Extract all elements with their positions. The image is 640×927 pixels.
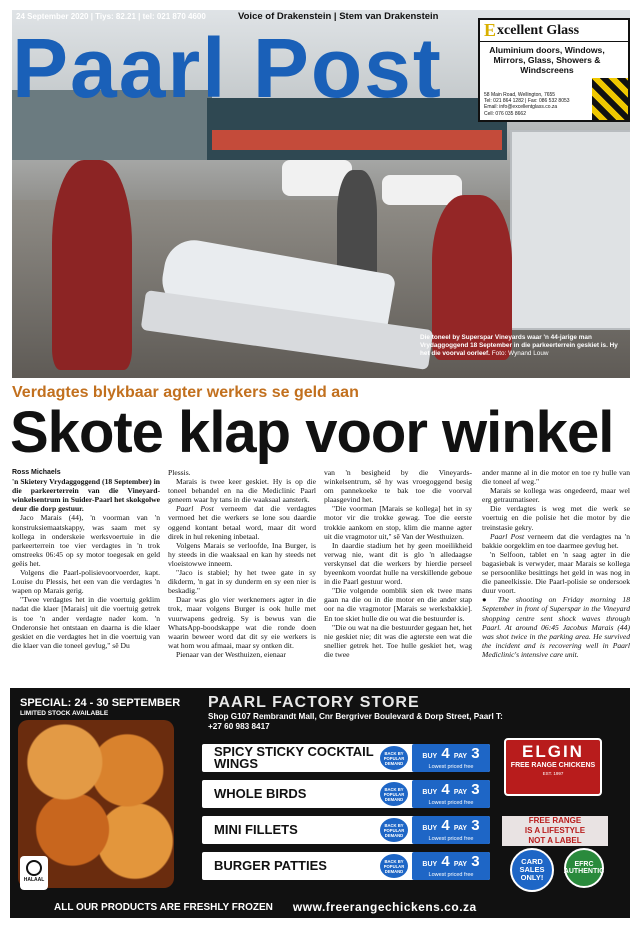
buy-qty: 4 <box>441 817 450 834</box>
halaal-circle-icon <box>26 860 42 876</box>
pay-label: PAY <box>453 861 468 868</box>
tagline-line: IS A LIFESTYLE <box>502 826 608 836</box>
buy-qty: 4 <box>441 853 450 870</box>
hazard-stripe <box>592 78 630 122</box>
bystander <box>337 170 377 280</box>
halaal-label: HALAAL <box>23 877 45 883</box>
article-column-4 <box>482 468 630 678</box>
pay-label: PAY <box>453 825 468 832</box>
buy-qty: 4 <box>441 745 450 762</box>
masthead-slogan: Voice of Drakenstein | Stem van Drakenstein <box>238 11 439 22</box>
lead-paragraph: 'n Skietery Vrydaggoggend (18 September) in die parkeerterrein van die Vineyard-winkelsentrum in Suider-Paarl het skokgolwe deur die dorp gestuur. <box>12 477 160 514</box>
popular-badge: BACK BY POPULAR DEMAND <box>380 782 408 806</box>
paragraph: "Die volgende oomblik sien ek twee mans gaan na die ou in die motor en die ander stap oor na die vragmotor [Marais se werksbakkie]. En toe skiet hulle die ou wat die bestuurder is. <box>324 586 472 623</box>
pay-qty: 3 <box>471 853 480 870</box>
product-row <box>202 816 490 844</box>
product-name: SPICY STICKY COCKTAIL WINGS <box>214 744 374 771</box>
paramedic-left <box>52 160 132 370</box>
paragraph: Volgens Marais se verloofde, Ina Burger, is hy steeds in die waaksaal en kan hy steeds net vloeistowwe inneem. <box>168 540 316 568</box>
paragraph: Plessis. <box>168 468 191 477</box>
website-link[interactable]: www.freerangechickens.co.za <box>292 900 477 914</box>
pay-label: PAY <box>453 789 468 796</box>
paragraph: "Die ou wat na die bestuurder gegaan het, het nie geskiet nie; dit was die agterste een wat die snellier getrek het. Toe hulle geskiet het, wag die twee <box>324 622 472 659</box>
popular-badge: BACK BY POPULAR DEMAND <box>380 818 408 842</box>
ad-address: 58 Main Road, Wellington, 7655 <box>484 92 556 98</box>
popular-badge: BACK BY POPULAR DEMAND <box>380 746 408 770</box>
article-column-3 <box>324 468 472 678</box>
elgin-logo <box>504 738 602 796</box>
dateline: 24 September 2020 | Tiys: 82.21 | tel: 021 870 4600 <box>16 12 206 21</box>
phone-text: T: +27 60 983 8417 <box>208 712 503 731</box>
lowest-priced: Lowest priced free <box>428 836 474 842</box>
photo-caption <box>420 334 626 358</box>
article-column-2 <box>168 468 316 678</box>
pay-qty: 3 <box>471 817 480 834</box>
paragraph <box>168 504 316 540</box>
publication-name: Paarl Post <box>490 531 525 541</box>
ad-footer <box>10 896 630 918</box>
article-body <box>12 468 630 678</box>
product-name: BURGER PATTIES <box>214 858 327 873</box>
headline: Skote klap voor winkel <box>10 400 614 465</box>
deal-badge <box>412 780 490 808</box>
buy-label: BUY <box>422 753 438 760</box>
ad-contact <box>484 92 570 117</box>
photo-credit: Foto: Wynand Louw <box>491 350 549 357</box>
buy-label: BUY <box>422 861 438 868</box>
paragraph: Daar was glo vier werknemers agter in die trok, maar volgens Burger is ook hulle met vuurwapens gedreig. Sy is bewus van die WhatsApp-boodskappe wat die ronde doen waarin beweer word dat dit sy eie werkers is wat hom wou afmaai, maar sy ontken dit. <box>168 595 316 650</box>
buy-qty: 4 <box>441 781 450 798</box>
store-name: PAARL FACTORY STORE <box>208 694 420 711</box>
efrc-seal: EFRC AUTHENTIC <box>564 848 604 888</box>
masthead-title: Paarl Post <box>12 21 443 115</box>
halaal-logo <box>20 856 48 890</box>
ad-services: Aluminium doors, Windows, Mirrors, Glass, Showers & Windscreens <box>489 45 605 75</box>
excellent-glass-ad <box>478 18 630 122</box>
publication-name: Paarl Post <box>176 504 214 514</box>
paragraph: Marais se kollega was ongedeerd, maar wel erg getraumatiseer. <box>482 486 630 505</box>
byline: Ross Michaels <box>12 469 61 476</box>
kicker: Verdagtes blykbaar agter werkers se geld aan <box>12 384 359 401</box>
paragraph: "Jaco is stabiel; hy het twee gate in sy dikderm, 'n gat in sy dunderm en sy een nier is beskadig." <box>168 568 316 596</box>
popular-badge: BACK BY POPULAR DEMAND <box>380 854 408 878</box>
english-summary: ● The shooting on Friday morning 18 September in front of Superspar in the Vineyard shopping centre sent shock waves through Paarl. At around 06:45 Jacobus Marais (44) was shot twice in the parking area. He survived the incident and is recovering well in Paarl Mediclinic's intensive care unit. <box>482 595 630 659</box>
store-address <box>208 712 508 732</box>
deal-badge <box>412 852 490 880</box>
elgin-subtitle: FREE RANGE CHICKENS <box>510 762 596 769</box>
buy-label: BUY <box>422 825 438 832</box>
product-row <box>202 852 490 880</box>
paragraph: 'n Selfoon, tablet en 'n saag agter in die bagasiebak is verwyder, maar Marais se kollega se persoonlike besittings het geld in was nog in die paneelkissie. Die Paarl-polisie se ondersoek duur voort. <box>482 549 630 596</box>
limited-stock: LIMITED STOCK AVAILABLE <box>20 710 109 717</box>
ad-email: Email: info@excellentglass.co.za <box>484 104 558 111</box>
pay-qty: 3 <box>471 781 480 798</box>
paragraph: Pienaar van der Westhuizen, eienaar <box>176 649 286 659</box>
lowest-priced: Lowest priced free <box>428 764 474 770</box>
footer-text: ALL OUR PRODUCTS ARE FRESHLY FROZEN <box>54 901 273 913</box>
paragraph: van 'n besigheid by die Vineyards-winkelsentrum, sê hy was vroegoggend besig om pannekoeke te bak toe die voorval plaasgevind het. <box>324 468 472 505</box>
lowest-priced: Lowest priced free <box>428 800 474 806</box>
article-column-1 <box>12 468 160 678</box>
paragraph: In daardie stadium het hy geen moeilikheid verwag nie, want dit is glo 'n alledaagse verskynsel dat die werkers by hierdie perseel byeenkom voordat hulle na verskillende geboue in die Paarl gestuur word. <box>324 540 472 587</box>
logo-text: xcellent Glass <box>497 22 580 38</box>
paragraph: "Die voorman [Marais se kollega] het in sy motor vir die trokke gewag. Toe die eerste trokkie aankom en stop, klim die manne agter uit die vragmotor uit," sê Van der Westhuizen. <box>324 504 472 541</box>
product-name: WHOLE BIRDS <box>214 786 307 801</box>
deal-badge <box>412 744 490 772</box>
product-row <box>202 780 490 808</box>
tagline-line: NOT A LABEL <box>502 836 608 846</box>
buy-label: BUY <box>422 789 438 796</box>
address-text: Shop G107 Rembrandt Mall, Cnr Bergriver Boulevard & Dorp Street, Paarl <box>208 712 494 721</box>
product-name: MINI FILLETS <box>214 822 298 837</box>
logo-letter: E <box>484 20 497 40</box>
paragraph: "Twee verdagtes het in die voertuig geklim nadat die klaer [Marais] uit die voertuig getrek is toe 'n ander verdagte nader kom. 'n Onderonsie het ontstaan en daarna is die klaer geskiet en die verdagtes het in die voertuig van die klaer van die toneel gevlug," sê Du <box>12 595 160 650</box>
caption-text: Die toneel by Superspar Vineyards waar 'n 44-jarige man Vrydaggoggend 18 September in die parkeerterrein geskiet is. Hy het die voorval oorleef. <box>420 334 618 357</box>
pay-label: PAY <box>453 753 468 760</box>
paragraph: Volgens die Paarl-polisievoorvoerder, kapt. Louise du Plessis, het een van die verdagtes 'n wapen op Marais gerig. <box>12 568 160 596</box>
paragraph: Jaco Marais (44), 'n voorman van 'n konstruksiemaatskappy, was saam met sy kollega in onderskeie werksvoertuie in die parkeerterrein toe vier verdagtes in 'n trok omstreeks 06:45 op sy motor toegesak en geld geëis het. <box>12 513 160 568</box>
shop-signs <box>212 130 502 150</box>
ad-cell: Cell: 076 035 8662 <box>484 110 526 117</box>
paragraph: Marais is twee keer geskiet. Hy is op die toneel behandel en na die Mediclinic Paarl geneem waar hy tans in die waaksaal aansterk. <box>168 477 316 505</box>
elgin-est: EST. 1997 <box>542 771 564 776</box>
bakkie <box>510 130 630 330</box>
card-sales-badge: CARD SALES ONLY! <box>510 848 554 892</box>
special-dates: SPECIAL: 24 - 30 SEPTEMBER <box>20 697 181 709</box>
paragraph: Die verdagtes is weg met die werk se voertuig en die polisie het die motor by die treinstasie gekry. <box>482 504 630 532</box>
pay-qty: 3 <box>471 745 480 762</box>
product-row <box>202 744 490 772</box>
paragraph: ander manne al in die motor en toe ry hulle van die toneel af weg." <box>482 468 630 487</box>
lowest-priced: Lowest priced free <box>428 872 474 878</box>
deal-badge <box>412 816 490 844</box>
tagline-line: FREE RANGE <box>502 816 608 826</box>
elgin-wordmark: ELGIN <box>522 742 584 761</box>
paragraph-text: verneem dat die verdagtes na 'n bakkie oorgeklim en toe daarmee gevlug het. <box>482 531 630 550</box>
elgin-chickens-ad <box>10 688 630 918</box>
ad-tel: Tel: 021 864 1282 | Fax: 086 532 8053 <box>484 98 570 105</box>
paragraph-text: verneem dat die verdagtes vermoed het die werkers se lone sou daardie oggend kontant betaal word, maar dit word direk in hul rekening inbetaal. <box>168 504 316 541</box>
excellent-glass-logo <box>480 20 628 42</box>
tagline <box>502 816 608 846</box>
paragraph <box>482 532 630 550</box>
